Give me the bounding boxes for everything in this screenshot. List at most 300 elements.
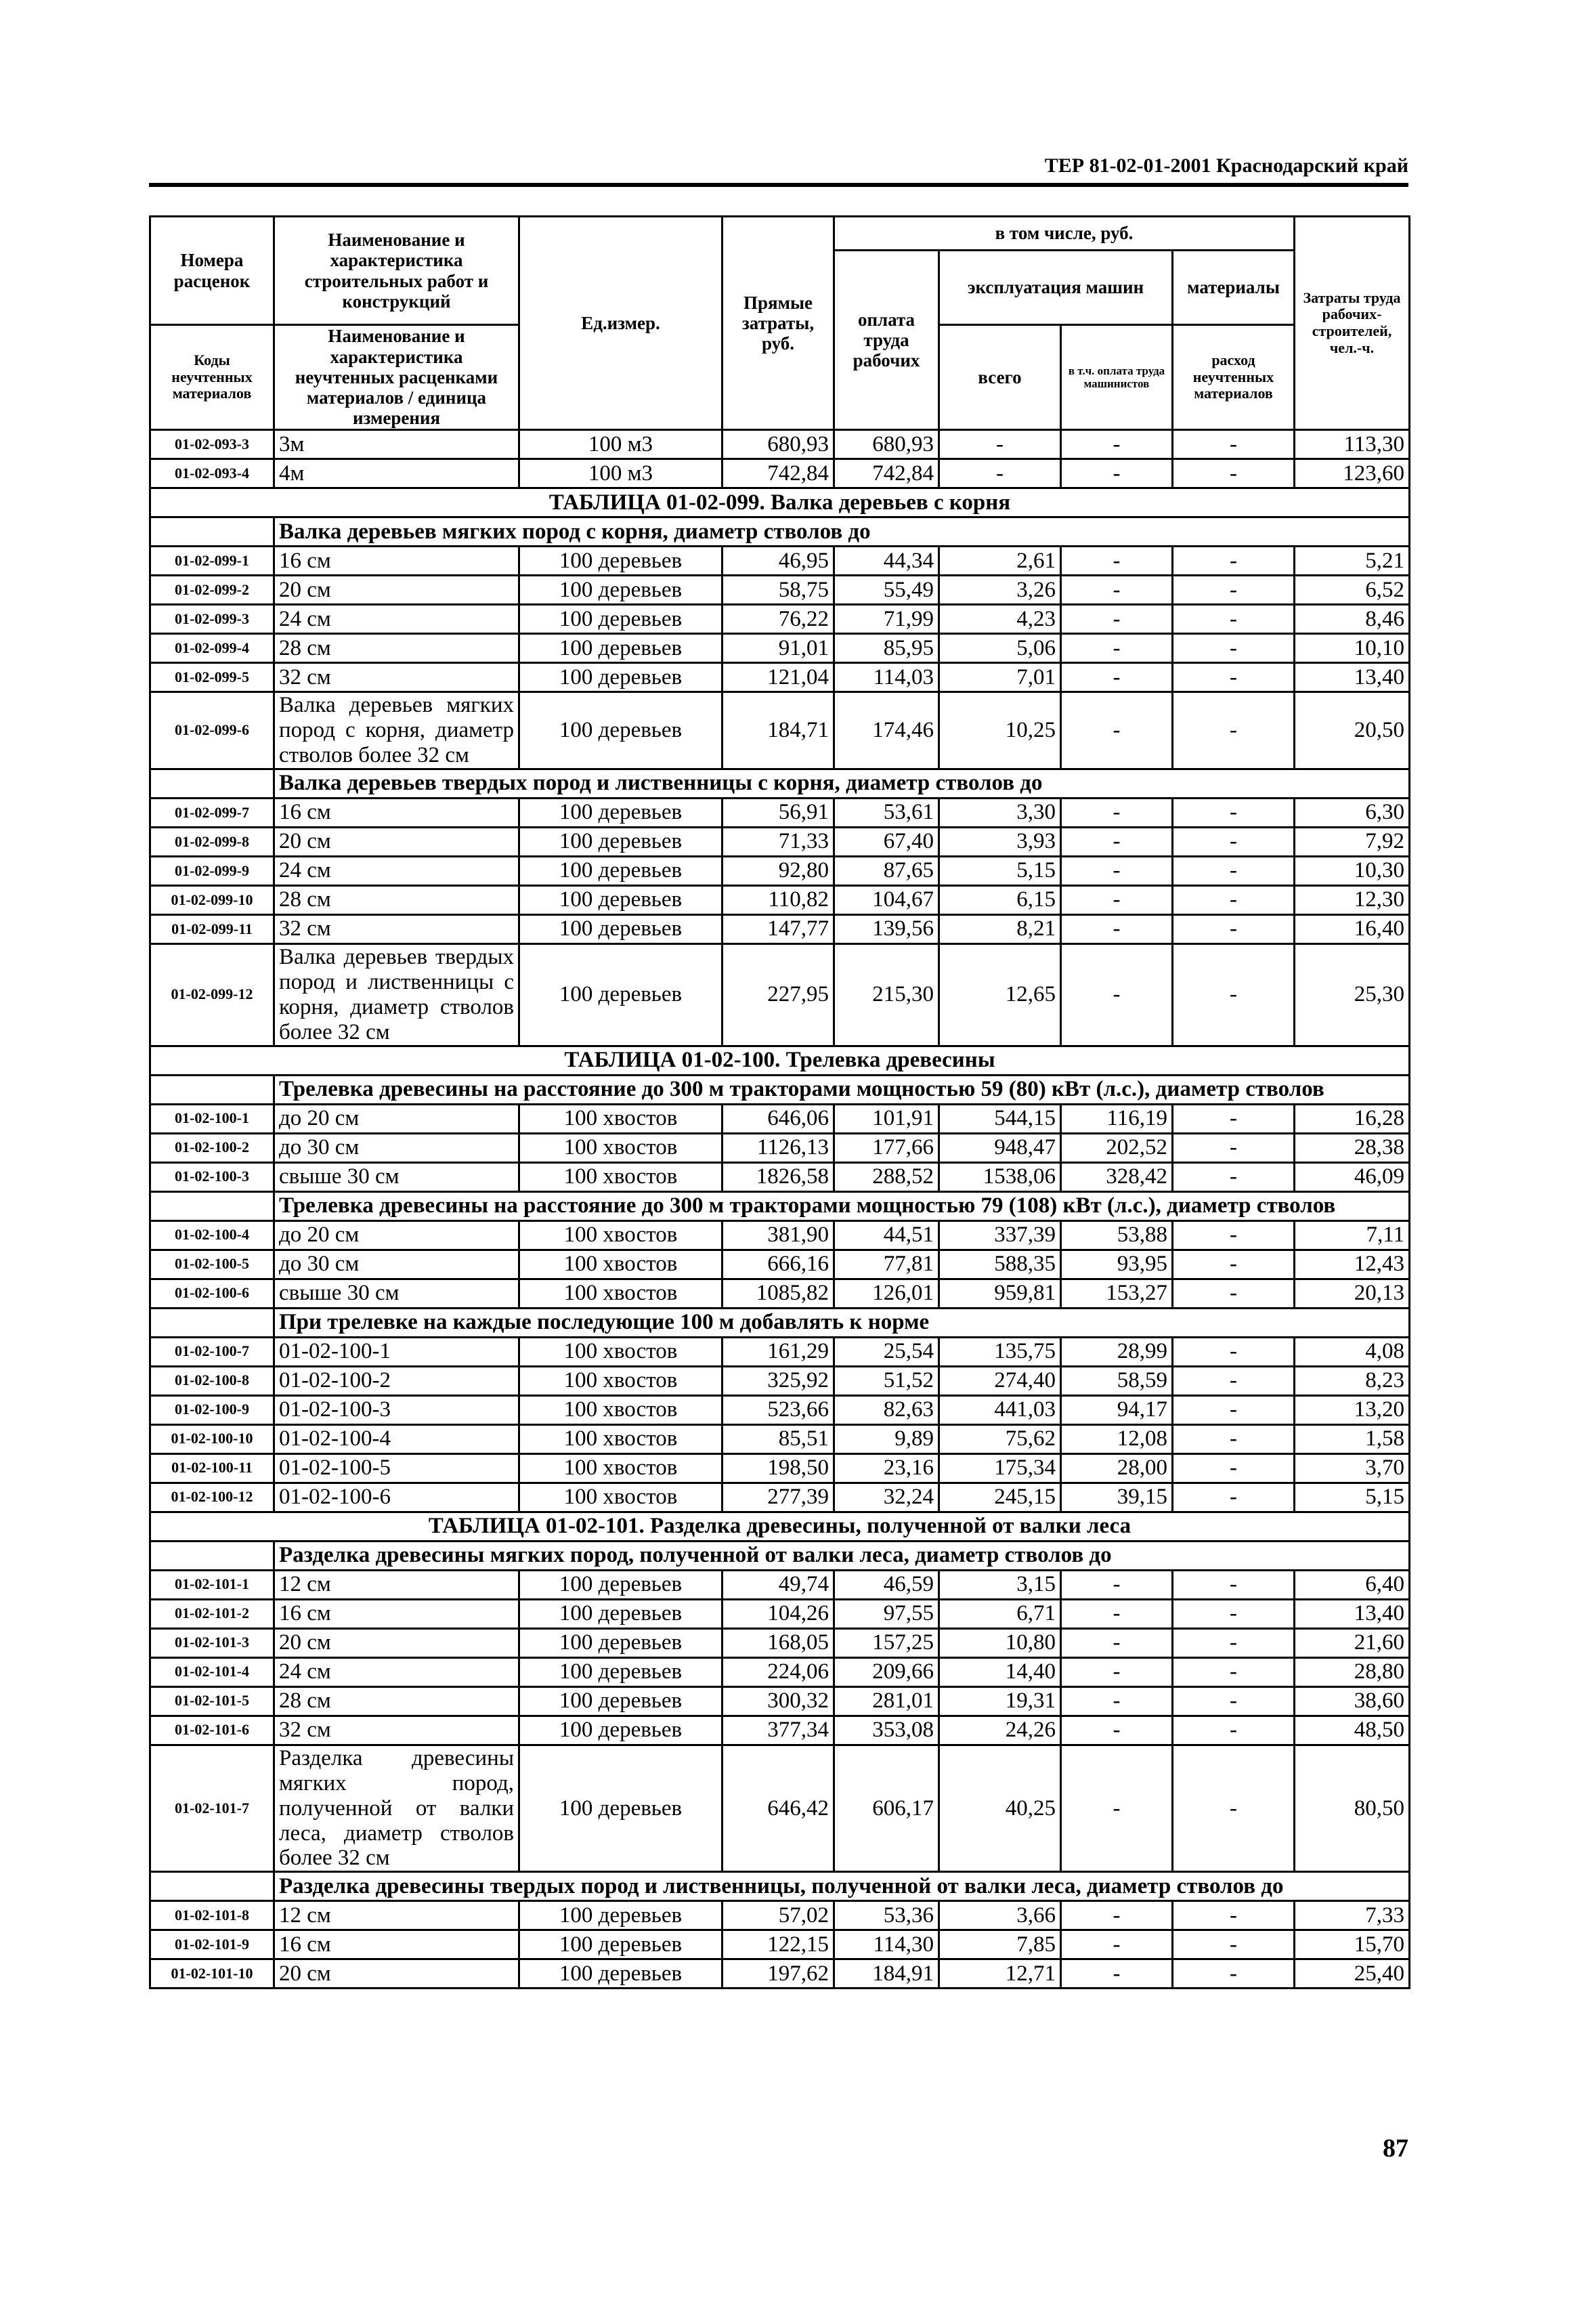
rate-code-cell: 01-02-100-8 [150, 1366, 274, 1395]
direct-cost-cell: 277,39 [722, 1483, 834, 1512]
table-row [150, 827, 1410, 856]
subheading-code-cell [150, 769, 274, 798]
labor-cost-cell: 7,92 [1295, 827, 1410, 856]
work-name-cell: 01-02-100-1 [274, 1337, 519, 1366]
subheading-text: Валка деревьев мягких пород с корня, диаметр стволов до [274, 517, 1410, 547]
table-row [150, 1959, 1410, 1989]
machines-total-cell: 441,03 [939, 1395, 1061, 1424]
rate-code-cell: 01-02-099-4 [150, 634, 274, 663]
labor-pay-cell: 85,95 [834, 634, 939, 663]
rate-code-cell: 01-02-100-9 [150, 1395, 274, 1424]
materials-cell: - [1173, 663, 1295, 692]
machines-labor-cell: - [1061, 914, 1173, 943]
table-header [150, 217, 1410, 430]
materials-cell: - [1173, 1599, 1295, 1628]
direct-cost-cell: 381,90 [722, 1220, 834, 1250]
machines-total-cell: 40,25 [939, 1745, 1061, 1872]
materials-cell: - [1173, 1930, 1295, 1959]
work-name-cell: до 30 см [274, 1133, 519, 1162]
machines-total-cell: 6,15 [939, 885, 1061, 914]
materials-cell: - [1173, 430, 1295, 459]
rate-code-cell: 01-02-101-2 [150, 1599, 274, 1628]
subheading-code-cell [150, 1308, 274, 1337]
labor-cost-cell: 5,15 [1295, 1483, 1410, 1512]
table-subheading [150, 769, 1410, 798]
labor-cost-cell: 5,21 [1295, 547, 1410, 576]
work-name-cell: 20 см [274, 827, 519, 856]
rate-code-cell: 01-02-099-5 [150, 663, 274, 692]
direct-cost-cell: 224,06 [722, 1657, 834, 1686]
labor-pay-cell: 177,66 [834, 1133, 939, 1162]
page-number: 87 [1383, 2134, 1408, 2163]
labor-cost-header: Затраты труда рабочих-строителей, чел.-ч. [1295, 217, 1410, 430]
machines-labor-cell: 28,99 [1061, 1337, 1173, 1366]
machines-labor-cell: - [1061, 430, 1173, 459]
rate-code-cell: 01-02-099-3 [150, 605, 274, 634]
machines-labor-cell: - [1061, 634, 1173, 663]
labor-cost-cell: 25,30 [1295, 943, 1410, 1046]
labor-cost-cell: 6,30 [1295, 798, 1410, 827]
materials-cell: - [1173, 1395, 1295, 1424]
work-name-cell: 28 см [274, 885, 519, 914]
machines-total-cell: 12,65 [939, 943, 1061, 1046]
machines-total-cell: 135,75 [939, 1337, 1061, 1366]
subheading-code-cell [150, 1191, 274, 1220]
work-name-cell: 20 см [274, 576, 519, 605]
machines-total-cell: 337,39 [939, 1220, 1061, 1250]
machines-total-header: всего [939, 325, 1061, 430]
materials-cell: - [1173, 885, 1295, 914]
machines-labor-cell: 39,15 [1061, 1483, 1173, 1512]
unit-cell: 100 деревьев [519, 576, 722, 605]
direct-cost-cell: 523,66 [722, 1395, 834, 1424]
labor-pay-cell: 53,61 [834, 798, 939, 827]
labor-cost-cell: 12,30 [1295, 885, 1410, 914]
labor-cost-cell: 1,58 [1295, 1424, 1410, 1453]
rate-code-cell: 01-02-099-7 [150, 798, 274, 827]
materials-cell: - [1173, 1570, 1295, 1599]
work-name-cell: 4м [274, 459, 519, 488]
direct-cost-cell: 646,42 [722, 1745, 834, 1872]
table-row [150, 1133, 1410, 1162]
machines-labor-cell: - [1061, 1599, 1173, 1628]
work-name-cell: до 20 см [274, 1220, 519, 1250]
table-row [150, 1104, 1410, 1133]
machines-labor-cell: - [1061, 1628, 1173, 1657]
materials-cell: - [1173, 605, 1295, 634]
machines-total-cell: 24,26 [939, 1716, 1061, 1745]
work-name-cell: 01-02-100-4 [274, 1424, 519, 1453]
labor-cost-cell: 13,40 [1295, 1599, 1410, 1628]
work-name-cell: 28 см [274, 634, 519, 663]
work-name-cell: 16 см [274, 547, 519, 576]
work-name-cell: 01-02-100-3 [274, 1395, 519, 1424]
labor-pay-cell: 139,56 [834, 914, 939, 943]
table-row [150, 1250, 1410, 1279]
machines-labor-cell: - [1061, 692, 1173, 769]
labor-pay-cell: 353,08 [834, 1716, 939, 1745]
codes-bottom-header: Коды неучтенных материалов [150, 325, 274, 430]
direct-cost-cell: 85,51 [722, 1424, 834, 1453]
machines-total-cell: 7,85 [939, 1930, 1061, 1959]
labor-cost-cell: 16,40 [1295, 914, 1410, 943]
machines-header: эксплуатация машин [939, 251, 1173, 325]
materials-cell: - [1173, 798, 1295, 827]
labor-pay-cell: 184,91 [834, 1959, 939, 1989]
machines-total-cell: 3,66 [939, 1901, 1061, 1930]
unit-cell: 100 хвостов [519, 1337, 722, 1366]
price-table [149, 215, 1410, 1989]
labor-cost-cell: 48,50 [1295, 1716, 1410, 1745]
direct-cost-cell: 71,33 [722, 827, 834, 856]
rate-code-cell: 01-02-099-12 [150, 943, 274, 1046]
labor-pay-cell: 114,03 [834, 663, 939, 692]
machines-total-cell: 19,31 [939, 1686, 1061, 1716]
labor-pay-cell: 23,16 [834, 1453, 939, 1483]
labor-pay-cell: 101,91 [834, 1104, 939, 1133]
subheading-text: Разделка древесины твердых пород и лиственницы, полученной от валки леса, диаметр стволов до [274, 1872, 1410, 1901]
machines-total-cell: 3,15 [939, 1570, 1061, 1599]
work-name-cell: 16 см [274, 1599, 519, 1628]
labor-cost-cell: 13,20 [1295, 1395, 1410, 1424]
machines-labor-cell: - [1061, 885, 1173, 914]
labor-pay-cell: 51,52 [834, 1366, 939, 1395]
table-section-title [150, 1046, 1410, 1075]
direct-cost-cell: 57,02 [722, 1901, 834, 1930]
labor-pay-cell: 53,36 [834, 1901, 939, 1930]
machines-total-cell: 274,40 [939, 1366, 1061, 1395]
direct-cost-cell: 300,32 [722, 1686, 834, 1716]
table-subheading [150, 1075, 1410, 1104]
materials-cell: - [1173, 1483, 1295, 1512]
table-row [150, 576, 1410, 605]
unit-cell: 100 деревьев [519, 1686, 722, 1716]
direct-cost-cell: 680,93 [722, 430, 834, 459]
machines-total-cell: 10,25 [939, 692, 1061, 769]
labor-cost-cell: 3,70 [1295, 1453, 1410, 1483]
machines-labor-cell: 58,59 [1061, 1366, 1173, 1395]
table-row [150, 1424, 1410, 1453]
labor-pay-header: оплата труда рабочих [834, 251, 939, 430]
machines-total-cell: 14,40 [939, 1657, 1061, 1686]
unit-cell: 100 деревьев [519, 1959, 722, 1989]
rate-code-cell: 01-02-101-5 [150, 1686, 274, 1716]
materials-cell: - [1173, 1453, 1295, 1483]
machines-total-cell: 4,23 [939, 605, 1061, 634]
unit-cell: 100 хвостов [519, 1483, 722, 1512]
direct-cost-cell: 56,91 [722, 798, 834, 827]
labor-pay-cell: 281,01 [834, 1686, 939, 1716]
labor-cost-cell: 21,60 [1295, 1628, 1410, 1657]
labor-cost-cell: 12,43 [1295, 1250, 1410, 1279]
table-subheading [150, 517, 1410, 547]
direct-cost-cell: 666,16 [722, 1250, 834, 1279]
section-title-text: ТАБЛИЦА 01-02-099. Валка деревьев с корня [150, 488, 1410, 517]
machines-labor-cell: - [1061, 1959, 1173, 1989]
direct-cost-cell: 1826,58 [722, 1162, 834, 1191]
rate-code-cell: 01-02-100-6 [150, 1279, 274, 1308]
machines-total-cell: 3,93 [939, 827, 1061, 856]
table-row [150, 547, 1410, 576]
unit-cell: 100 деревьев [519, 1657, 722, 1686]
subheading-code-cell [150, 517, 274, 547]
table-row [150, 692, 1410, 769]
table-row [150, 914, 1410, 943]
unit-cell: 100 хвостов [519, 1279, 722, 1308]
labor-pay-cell: 174,46 [834, 692, 939, 769]
labor-pay-cell: 209,66 [834, 1657, 939, 1686]
table-row [150, 1686, 1410, 1716]
rate-code-cell: 01-02-100-1 [150, 1104, 274, 1133]
materials-cell: - [1173, 914, 1295, 943]
rate-code-cell: 01-02-100-4 [150, 1220, 274, 1250]
rate-code-cell: 01-02-100-12 [150, 1483, 274, 1512]
table-row [150, 1628, 1410, 1657]
rate-code-cell: 01-02-101-10 [150, 1959, 274, 1989]
machines-labor-cell: - [1061, 1930, 1173, 1959]
machines-labor-cell: 153,27 [1061, 1279, 1173, 1308]
rate-code-cell: 01-02-099-10 [150, 885, 274, 914]
subheading-text: Валка деревьев твердых пород и лиственницы с корня, диаметр стволов до [274, 769, 1410, 798]
name-bottom-header: Наименование и характеристика неучтенных расценками материалов / единица измерения [274, 325, 519, 430]
table-row [150, 1657, 1410, 1686]
table-row [150, 430, 1410, 459]
materials-cell: - [1173, 856, 1295, 885]
labor-cost-cell: 25,40 [1295, 1959, 1410, 1989]
direct-cost-cell: 91,01 [722, 634, 834, 663]
materials-cell: - [1173, 1133, 1295, 1162]
labor-pay-cell: 46,59 [834, 1570, 939, 1599]
subheading-code-cell [150, 1075, 274, 1104]
unit-cell: 100 хвостов [519, 1424, 722, 1453]
machines-labor-cell: - [1061, 1716, 1173, 1745]
machines-total-cell: 588,35 [939, 1250, 1061, 1279]
unit-cell: 100 деревьев [519, 943, 722, 1046]
direct-cost-cell: 227,95 [722, 943, 834, 1046]
rate-code-cell: 01-02-101-4 [150, 1657, 274, 1686]
table-row [150, 943, 1410, 1046]
labor-cost-cell: 8,23 [1295, 1366, 1410, 1395]
subheading-code-cell [150, 1872, 274, 1901]
table-row [150, 1483, 1410, 1512]
work-name-cell: 16 см [274, 1930, 519, 1959]
rate-code-cell: 01-02-099-8 [150, 827, 274, 856]
materials-cell: - [1173, 547, 1295, 576]
direct-cost-cell: 76,22 [722, 605, 834, 634]
rate-code-cell: 01-02-100-10 [150, 1424, 274, 1453]
machines-labor-cell: - [1061, 856, 1173, 885]
rate-code-cell: 01-02-099-11 [150, 914, 274, 943]
direct-cost-cell: 122,15 [722, 1930, 834, 1959]
machines-total-cell: 544,15 [939, 1104, 1061, 1133]
labor-pay-cell: 87,65 [834, 856, 939, 885]
direct-cost-cell: 198,50 [722, 1453, 834, 1483]
unit-cell: 100 м3 [519, 459, 722, 488]
unit-cell: 100 деревьев [519, 547, 722, 576]
subheading-code-cell [150, 1541, 274, 1570]
direct-cost-cell: 646,06 [722, 1104, 834, 1133]
unit-cell: 100 хвостов [519, 1220, 722, 1250]
machines-labor-cell: 53,88 [1061, 1220, 1173, 1250]
machines-labor-header: в т.ч. оплата труда машинистов [1061, 325, 1173, 430]
unit-cell: 100 деревьев [519, 1930, 722, 1959]
direct-cost-cell: 46,95 [722, 547, 834, 576]
work-name-cell: Разделка древесины мягких пород, полученной от валки леса, диаметр стволов более 32 см [274, 1745, 519, 1872]
machines-total-cell: 959,81 [939, 1279, 1061, 1308]
direct-cost-cell: 58,75 [722, 576, 834, 605]
materials-cell: - [1173, 1162, 1295, 1191]
direct-cost-cell: 92,80 [722, 856, 834, 885]
machines-labor-cell: 116,19 [1061, 1104, 1173, 1133]
labor-pay-cell: 104,67 [834, 885, 939, 914]
rate-code-cell: 01-02-101-3 [150, 1628, 274, 1657]
table-row [150, 1570, 1410, 1599]
unit-cell: 100 деревьев [519, 692, 722, 769]
table-row [150, 1599, 1410, 1628]
machines-total-cell: 5,06 [939, 634, 1061, 663]
rate-code-cell: 01-02-101-8 [150, 1901, 274, 1930]
labor-pay-cell: 680,93 [834, 430, 939, 459]
labor-pay-cell: 44,51 [834, 1220, 939, 1250]
rate-code-cell: 01-02-093-3 [150, 430, 274, 459]
work-name-cell: Валка деревьев мягких пород с корня, диаметр стволов более 32 см [274, 692, 519, 769]
machines-total-cell: 6,71 [939, 1599, 1061, 1628]
direct-cost-cell: 197,62 [722, 1959, 834, 1989]
unit-header: Ед.измер. [519, 217, 722, 430]
materials-cell: - [1173, 1628, 1295, 1657]
unit-cell: 100 хвостов [519, 1366, 722, 1395]
rate-code-cell: 01-02-101-7 [150, 1745, 274, 1872]
work-name-cell: 20 см [274, 1959, 519, 1989]
work-name-cell: 01-02-100-2 [274, 1366, 519, 1395]
subheading-text: При трелевке на каждые последующие 100 м добавлять к норме [274, 1308, 1410, 1337]
materials-cell: - [1173, 1337, 1295, 1366]
rate-code-cell: 01-02-100-7 [150, 1337, 274, 1366]
direct-cost-cell: 325,92 [722, 1366, 834, 1395]
labor-pay-cell: 157,25 [834, 1628, 939, 1657]
table-row [150, 1337, 1410, 1366]
machines-labor-cell: - [1061, 798, 1173, 827]
rate-code-cell: 01-02-099-2 [150, 576, 274, 605]
table-subheading [150, 1541, 1410, 1570]
labor-cost-cell: 7,11 [1295, 1220, 1410, 1250]
table-row [150, 1162, 1410, 1191]
work-name-cell: 3м [274, 430, 519, 459]
table-row [150, 1716, 1410, 1745]
labor-pay-cell: 606,17 [834, 1745, 939, 1872]
materials-cell: - [1173, 1657, 1295, 1686]
direct-cost-cell: 110,82 [722, 885, 834, 914]
materials-cell: - [1173, 1959, 1295, 1989]
labor-pay-cell: 71,99 [834, 605, 939, 634]
machines-labor-cell: - [1061, 1901, 1173, 1930]
materials-cell: - [1173, 827, 1295, 856]
unit-cell: 100 хвостов [519, 1395, 722, 1424]
machines-labor-cell: - [1061, 1686, 1173, 1716]
machines-labor-cell: 202,52 [1061, 1133, 1173, 1162]
unit-cell: 100 деревьев [519, 914, 722, 943]
rate-code-cell: 01-02-100-5 [150, 1250, 274, 1279]
table-row [150, 1930, 1410, 1959]
table-row [150, 1220, 1410, 1250]
labor-cost-cell: 28,38 [1295, 1133, 1410, 1162]
direct-cost-cell: 377,34 [722, 1716, 834, 1745]
work-name-cell: 32 см [274, 1716, 519, 1745]
subheading-text: Разделка древесины мягких пород, полученной от валки леса, диаметр стволов до [274, 1541, 1410, 1570]
table-row [150, 663, 1410, 692]
table-row [150, 1745, 1410, 1872]
machines-total-cell: 75,62 [939, 1424, 1061, 1453]
machines-labor-cell: - [1061, 827, 1173, 856]
machines-total-cell: 245,15 [939, 1483, 1061, 1512]
materials-cell: - [1173, 1686, 1295, 1716]
table-subheading [150, 1308, 1410, 1337]
labor-pay-cell: 126,01 [834, 1279, 939, 1308]
rate-code-cell: 01-02-101-1 [150, 1570, 274, 1599]
labor-cost-cell: 123,60 [1295, 459, 1410, 488]
subheading-text: Трелевка древесины на расстояние до 300 м тракторами мощностью 79 (108) кВт (л.с.), диаметр стволов [274, 1191, 1410, 1220]
table-row [150, 1395, 1410, 1424]
direct-cost-cell: 742,84 [722, 459, 834, 488]
unit-cell: 100 деревьев [519, 827, 722, 856]
section-title-text: ТАБЛИЦА 01-02-100. Трелевка древесины [150, 1046, 1410, 1075]
machines-total-cell: 1538,06 [939, 1162, 1061, 1191]
table-row [150, 1901, 1410, 1930]
labor-cost-cell: 38,60 [1295, 1686, 1410, 1716]
machines-labor-cell: - [1061, 576, 1173, 605]
unit-cell: 100 деревьев [519, 856, 722, 885]
labor-pay-cell: 114,30 [834, 1930, 939, 1959]
machines-labor-cell: - [1061, 605, 1173, 634]
labor-pay-cell: 82,63 [834, 1395, 939, 1424]
labor-pay-cell: 9,89 [834, 1424, 939, 1453]
table-section-title [150, 1512, 1410, 1541]
direct-cost-cell: 121,04 [722, 663, 834, 692]
unit-cell: 100 деревьев [519, 1628, 722, 1657]
direct-cost-cell: 161,29 [722, 1337, 834, 1366]
unit-cell: 100 хвостов [519, 1162, 722, 1191]
machines-total-cell: 2,61 [939, 547, 1061, 576]
table-row [150, 856, 1410, 885]
labor-cost-cell: 10,30 [1295, 856, 1410, 885]
labor-pay-cell: 77,81 [834, 1250, 939, 1279]
labor-cost-cell: 6,40 [1295, 1570, 1410, 1599]
unit-cell: 100 хвостов [519, 1104, 722, 1133]
labor-pay-cell: 288,52 [834, 1162, 939, 1191]
machines-labor-cell: - [1061, 547, 1173, 576]
including-header: в том числе, руб. [834, 217, 1295, 251]
materials-cell: - [1173, 459, 1295, 488]
machines-total-cell: 3,30 [939, 798, 1061, 827]
machines-labor-cell: - [1061, 1745, 1173, 1872]
table-row [150, 605, 1410, 634]
machines-total-cell: - [939, 459, 1061, 488]
labor-pay-cell: 32,24 [834, 1483, 939, 1512]
unit-cell: 100 деревьев [519, 1570, 722, 1599]
labor-cost-cell: 7,33 [1295, 1901, 1410, 1930]
table-subheading [150, 1872, 1410, 1901]
work-name-cell: 24 см [274, 605, 519, 634]
machines-labor-cell: 93,95 [1061, 1250, 1173, 1279]
machines-labor-cell: 328,42 [1061, 1162, 1173, 1191]
materials-cell: - [1173, 1366, 1295, 1395]
direct-cost-cell: 184,71 [722, 692, 834, 769]
work-name-cell: свыше 30 см [274, 1279, 519, 1308]
work-name-cell: до 30 см [274, 1250, 519, 1279]
machines-total-cell: 12,71 [939, 1959, 1061, 1989]
work-name-cell: 12 см [274, 1570, 519, 1599]
materials-cell: - [1173, 1279, 1295, 1308]
